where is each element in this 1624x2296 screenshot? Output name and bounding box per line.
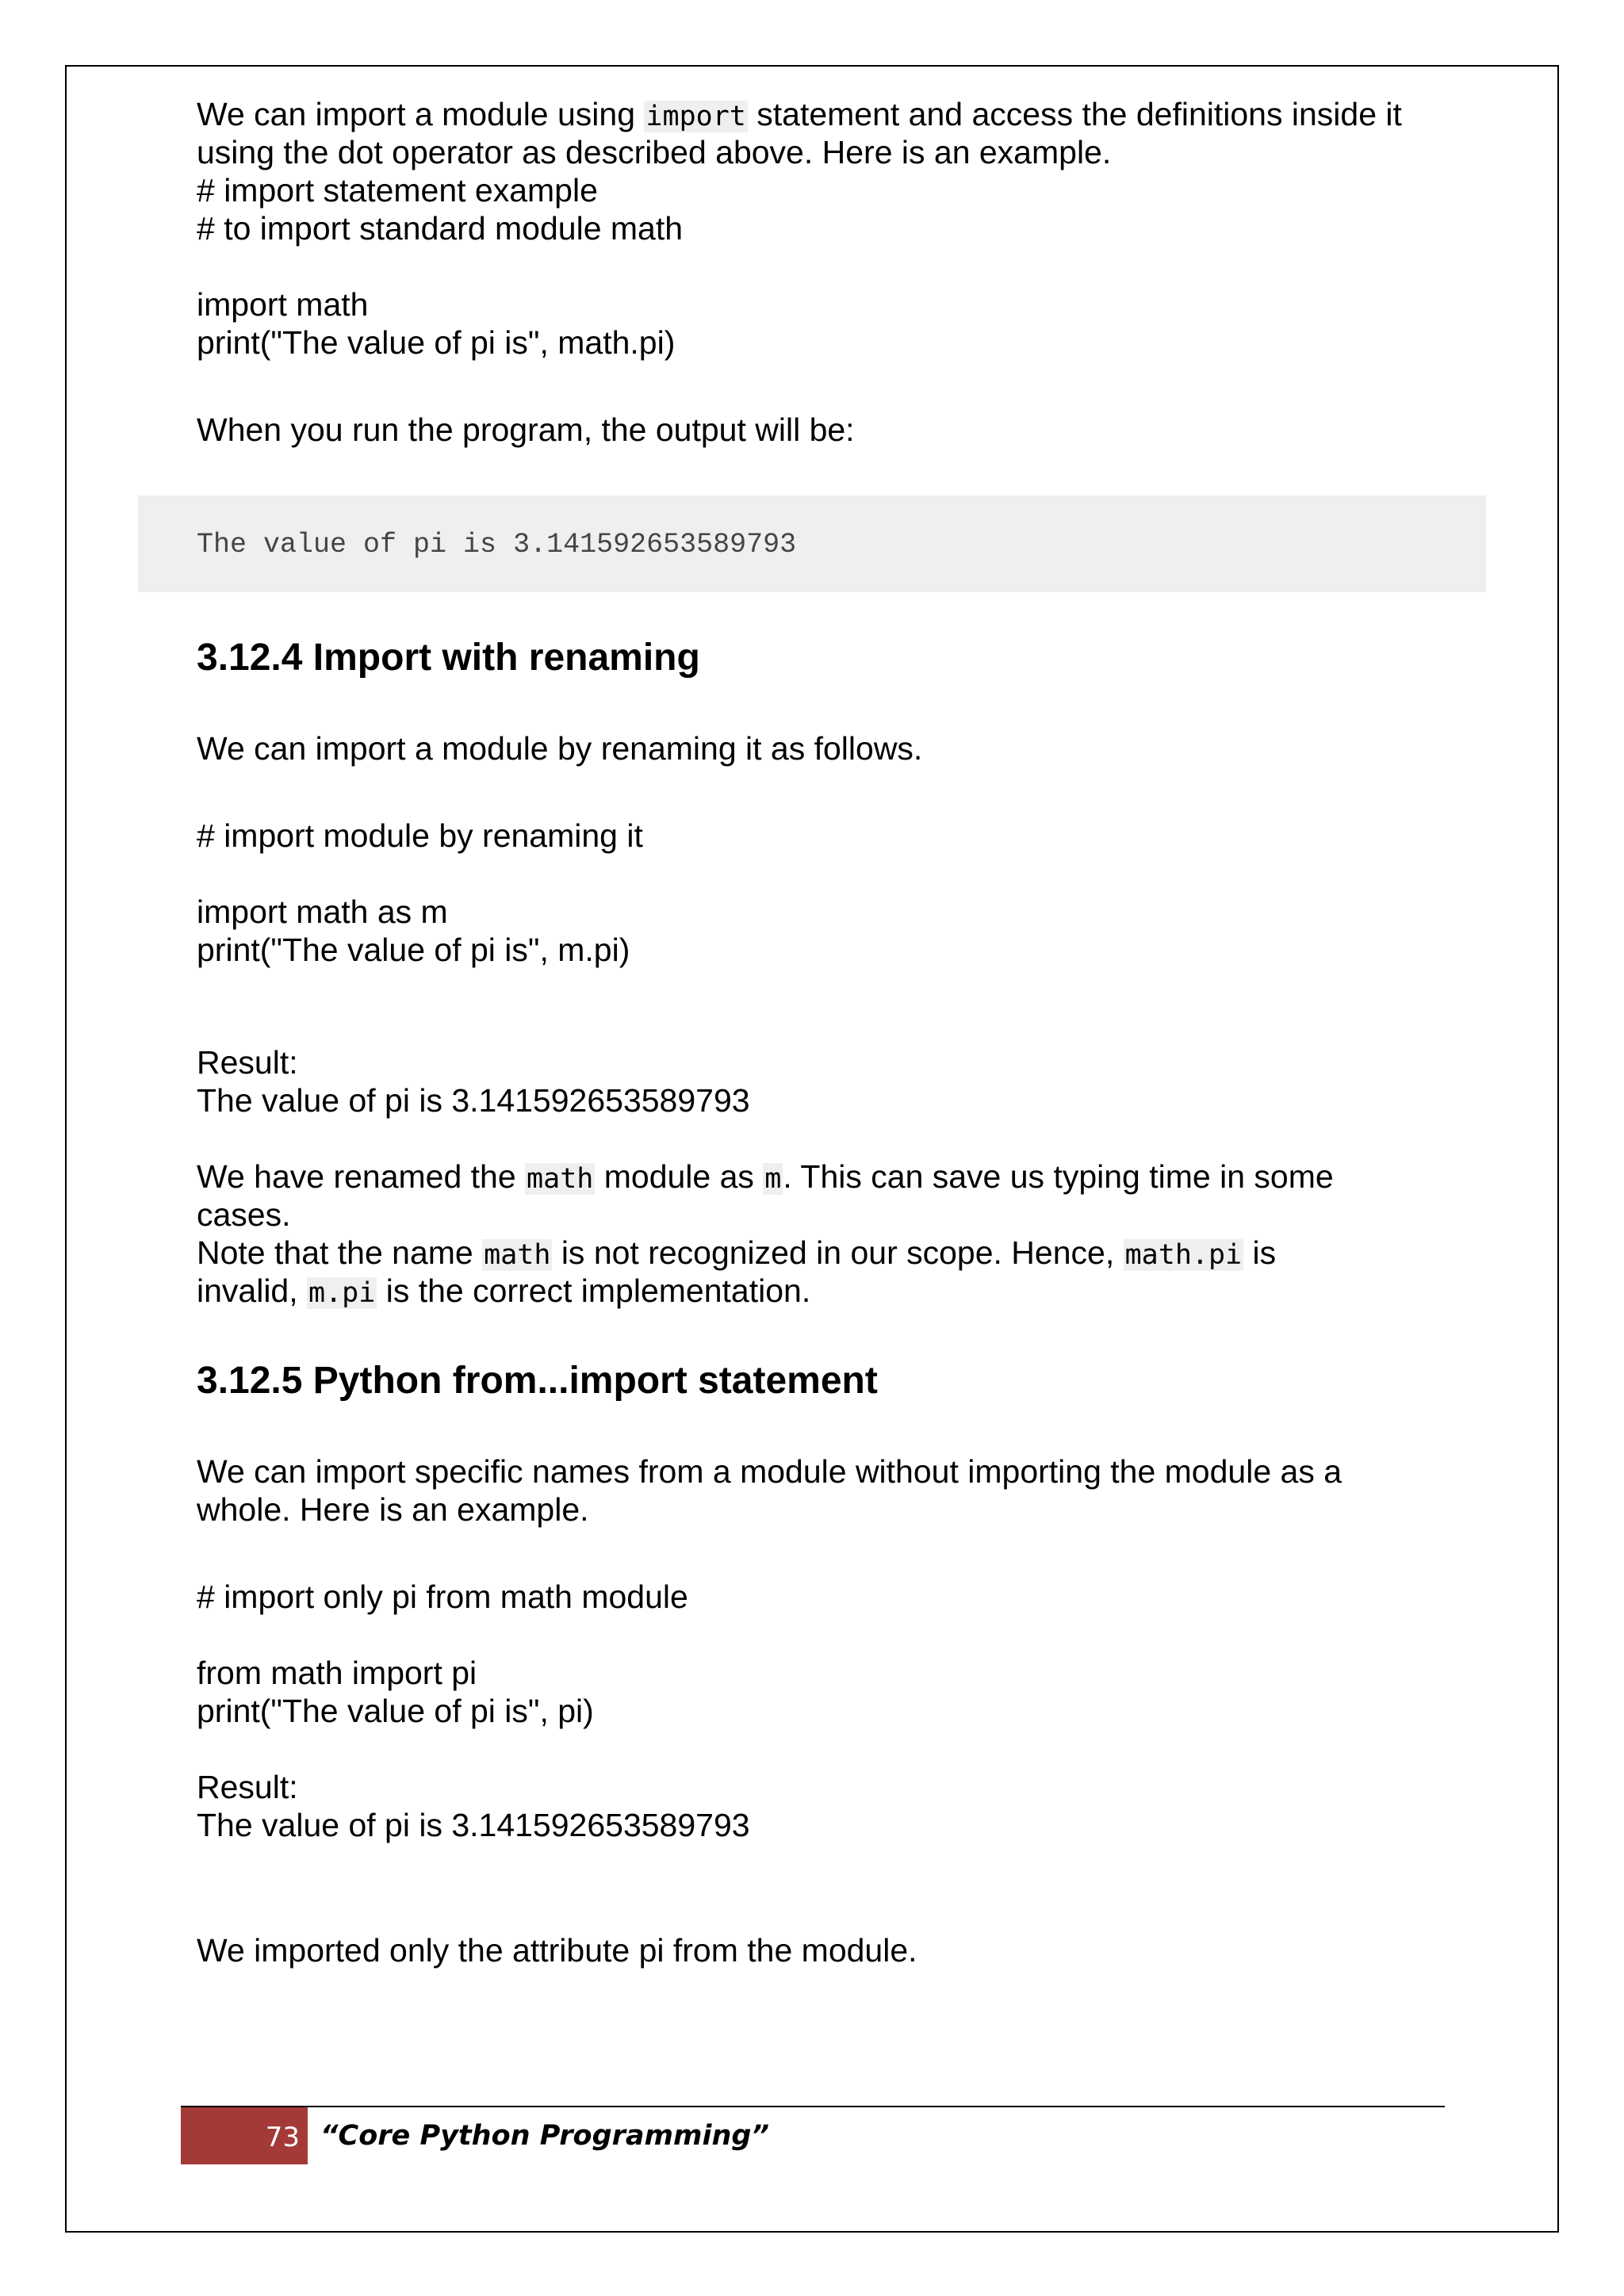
paragraph: whole. Here is an example. <box>197 1491 589 1528</box>
run-note: When you run the program, the output will be: <box>197 411 855 448</box>
section-heading-from-import: 3.12.5 Python from...import statement <box>197 1360 878 1402</box>
code-line: from math import pi <box>197 1655 477 1691</box>
text-run: We can import a module using <box>197 96 645 132</box>
inline-code: import <box>645 101 746 132</box>
text-run: . This can save us typing time in some <box>783 1158 1334 1195</box>
footer-rule <box>181 2106 1445 2107</box>
text-run: is not recognized in our scope. Hence, <box>552 1234 1124 1271</box>
intro-line-2: using the dot operator as described above. Here is an example. <box>197 134 1112 170</box>
code-line: print("The value of pi is", math.pi) <box>197 324 676 361</box>
result-label: Result: <box>197 1044 298 1081</box>
code-comment: # import only pi from math module <box>197 1578 688 1615</box>
closing-paragraph: We imported only the attribute pi from the module. <box>197 1932 917 1969</box>
section-heading-rename: 3.12.4 Import with renaming <box>197 637 700 679</box>
output-block <box>138 496 1486 592</box>
inline-code: math <box>484 1239 551 1271</box>
page-number-badge <box>181 2107 308 2164</box>
code-line: print("The value of pi is", pi) <box>197 1693 594 1729</box>
code-comment: # import module by renaming it <box>197 817 643 854</box>
output-text: The value of pi is 3.141592653589793 <box>197 529 797 561</box>
book-title: “Core Python Programming” <box>320 2120 769 2152</box>
text-run: is <box>1243 1234 1277 1271</box>
page-number: 73 <box>265 2122 300 2153</box>
paragraph: We can import a module by renaming it as follows. <box>197 730 923 767</box>
inline-code: m.pi <box>308 1277 376 1309</box>
inline-code: math <box>527 1163 594 1195</box>
result-value: The value of pi is 3.141592653589793 <box>197 1082 750 1119</box>
code-line: import math <box>197 286 369 323</box>
code-comment: # import statement example <box>197 172 598 209</box>
code-line: print("The value of pi is", m.pi) <box>197 932 630 968</box>
text-run: Note that the name <box>197 1234 483 1271</box>
code-comment: # to import standard module math <box>197 210 684 247</box>
inline-code: math.pi <box>1124 1239 1243 1271</box>
paragraph: We can import specific names from a module without importing the module as a <box>197 1453 1342 1490</box>
inline-code: m <box>764 1163 782 1195</box>
note-line-3 <box>197 1234 1276 1274</box>
text-run: We have renamed the <box>197 1158 526 1195</box>
note-line-4 <box>197 1272 810 1312</box>
text-run: statement and access the definitions inside it <box>747 96 1402 132</box>
code-line: import math as m <box>197 894 448 930</box>
intro-line-1 <box>197 95 1402 136</box>
text-run: invalid, <box>197 1272 308 1309</box>
page-border <box>65 65 1559 2233</box>
result-value: The value of pi is 3.141592653589793 <box>197 1807 750 1843</box>
result-label: Result: <box>197 1769 298 1805</box>
note-line-1 <box>197 1158 1334 1198</box>
text-run: module as <box>595 1158 764 1195</box>
text-run: is the correct implementation. <box>377 1272 811 1309</box>
note-line-2: cases. <box>197 1196 291 1233</box>
